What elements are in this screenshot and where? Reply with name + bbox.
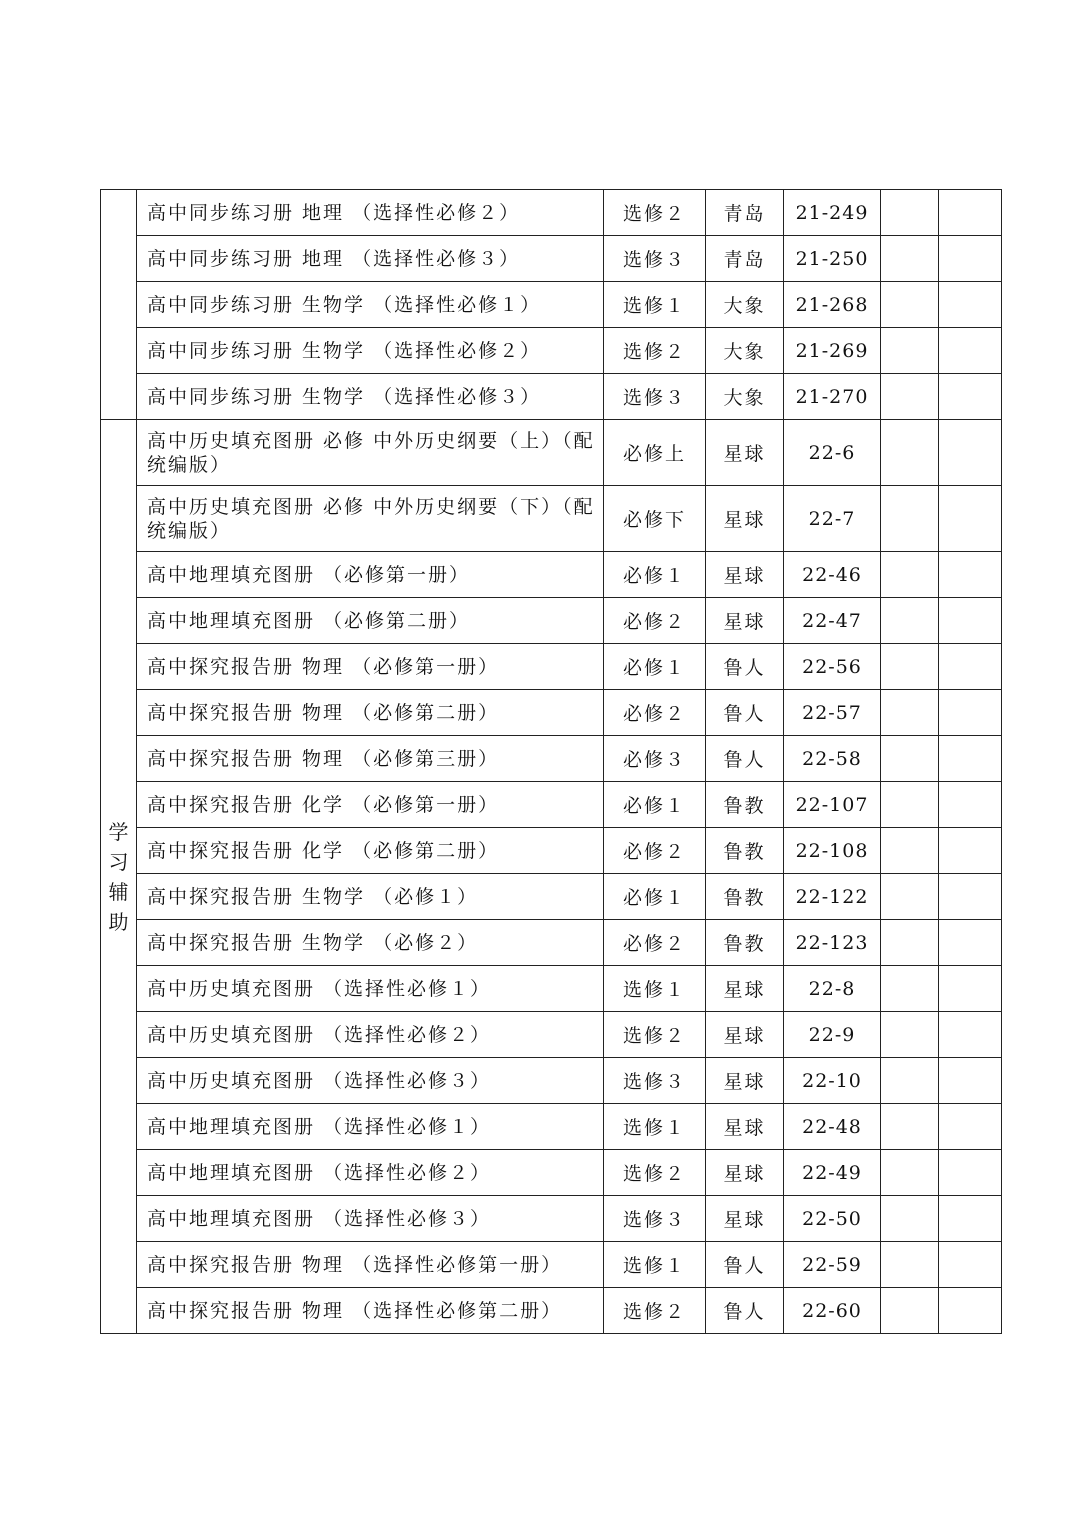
book-title-cell: 高中探究报告册 化学 （必修第二册） [137, 828, 604, 874]
table-row [101, 1242, 1002, 1288]
book-title-cell: 高中同步练习册 生物学 （选择性必修３） [137, 374, 604, 420]
table-row [101, 1058, 1002, 1104]
table-row [101, 828, 1002, 874]
publisher-cell: 星球 [706, 1150, 784, 1196]
blank-cell-1 [881, 1242, 939, 1288]
blank-cell-1 [881, 552, 939, 598]
grade-cell: 选修２ [604, 328, 706, 374]
blank-cell-1 [881, 236, 939, 282]
grade-cell: 选修１ [604, 1242, 706, 1288]
grade-cell: 选修１ [604, 1104, 706, 1150]
blank-cell-2 [939, 1288, 1002, 1334]
publisher-cell: 鲁教 [706, 920, 784, 966]
blank-cell-1 [881, 690, 939, 736]
table-row [101, 1288, 1002, 1334]
blank-cell-1 [881, 1012, 939, 1058]
book-title-cell: 高中探究报告册 化学 （必修第一册） [137, 782, 604, 828]
publisher-cell: 星球 [706, 1058, 784, 1104]
book-title-cell: 高中探究报告册 物理 （选择性必修第二册） [137, 1288, 604, 1334]
book-title-cell: 高中探究报告册 物理 （必修第二册） [137, 690, 604, 736]
blank-cell-2 [939, 874, 1002, 920]
grade-cell: 选修３ [604, 236, 706, 282]
book-title-cell: 高中历史填充图册 必修 中外历史纲要（上）（配统编版） [137, 420, 604, 486]
book-title-cell: 高中同步练习册 生物学 （选择性必修１） [137, 282, 604, 328]
code-cell: 22-7 [784, 486, 881, 552]
book-title-cell: 高中同步练习册 生物学 （选择性必修２） [137, 328, 604, 374]
publisher-cell: 星球 [706, 1012, 784, 1058]
blank-cell-1 [881, 374, 939, 420]
publisher-cell: 鲁人 [706, 1288, 784, 1334]
blank-cell-1 [881, 420, 939, 486]
grade-cell: 选修１ [604, 966, 706, 1012]
blank-cell-2 [939, 328, 1002, 374]
blank-cell-2 [939, 190, 1002, 236]
code-cell: 22-59 [784, 1242, 881, 1288]
table-row [101, 690, 1002, 736]
code-cell: 22-9 [784, 1012, 881, 1058]
code-cell: 21-250 [784, 236, 881, 282]
blank-cell-2 [939, 782, 1002, 828]
code-cell: 22-123 [784, 920, 881, 966]
book-title-cell: 高中探究报告册 物理 （选择性必修第一册） [137, 1242, 604, 1288]
grade-cell: 必修１ [604, 552, 706, 598]
blank-cell-1 [881, 486, 939, 552]
grade-cell: 选修３ [604, 1058, 706, 1104]
blank-cell-1 [881, 828, 939, 874]
code-cell: 22-60 [784, 1288, 881, 1334]
blank-cell-1 [881, 920, 939, 966]
code-cell: 22-57 [784, 690, 881, 736]
code-cell: 22-50 [784, 1196, 881, 1242]
table-row [101, 1012, 1002, 1058]
code-cell: 22-58 [784, 736, 881, 782]
table-row [101, 420, 1002, 486]
blank-cell-2 [939, 486, 1002, 552]
table-row [101, 736, 1002, 782]
code-cell: 21-270 [784, 374, 881, 420]
publisher-cell: 星球 [706, 1196, 784, 1242]
grade-cell: 选修２ [604, 1012, 706, 1058]
grade-cell: 选修３ [604, 374, 706, 420]
blank-cell-2 [939, 420, 1002, 486]
blank-cell-1 [881, 282, 939, 328]
table-row [101, 552, 1002, 598]
book-title-cell: 高中同步练习册 地理 （选择性必修２） [137, 190, 604, 236]
grade-cell: 选修３ [604, 1196, 706, 1242]
blank-cell-1 [881, 190, 939, 236]
table-row [101, 1196, 1002, 1242]
grade-cell: 必修２ [604, 920, 706, 966]
category-label: 学习辅助 [108, 819, 129, 934]
code-cell: 22-46 [784, 552, 881, 598]
table-row [101, 782, 1002, 828]
publisher-cell: 鲁人 [706, 644, 784, 690]
table-row [101, 374, 1002, 420]
blank-cell-1 [881, 874, 939, 920]
book-list-body [101, 190, 1002, 1334]
blank-cell-2 [939, 966, 1002, 1012]
blank-cell-2 [939, 598, 1002, 644]
blank-cell-1 [881, 598, 939, 644]
code-cell: 22-107 [784, 782, 881, 828]
blank-cell-1 [881, 1058, 939, 1104]
blank-cell-2 [939, 282, 1002, 328]
publisher-cell: 大象 [706, 374, 784, 420]
table-row [101, 282, 1002, 328]
grade-cell: 必修２ [604, 598, 706, 644]
publisher-cell: 星球 [706, 420, 784, 486]
grade-cell: 选修１ [604, 282, 706, 328]
book-title-cell: 高中地理填充图册 （选择性必修１） [137, 1104, 604, 1150]
code-cell: 22-48 [784, 1104, 881, 1150]
publisher-cell: 鲁教 [706, 782, 784, 828]
blank-cell-1 [881, 1104, 939, 1150]
grade-cell: 必修１ [604, 782, 706, 828]
publisher-cell: 鲁人 [706, 1242, 784, 1288]
grade-cell: 选修２ [604, 190, 706, 236]
table-row [101, 920, 1002, 966]
blank-cell-2 [939, 1012, 1002, 1058]
grade-cell: 必修２ [604, 828, 706, 874]
publisher-cell: 鲁人 [706, 736, 784, 782]
blank-cell-1 [881, 1288, 939, 1334]
blank-cell-2 [939, 552, 1002, 598]
category-cell [101, 420, 137, 1334]
code-cell: 22-10 [784, 1058, 881, 1104]
blank-cell-2 [939, 690, 1002, 736]
table-row [101, 874, 1002, 920]
table-row [101, 1150, 1002, 1196]
book-title-cell: 高中探究报告册 物理 （必修第三册） [137, 736, 604, 782]
grade-cell: 选修２ [604, 1150, 706, 1196]
publisher-cell: 鲁教 [706, 874, 784, 920]
blank-cell-2 [939, 1196, 1002, 1242]
grade-cell: 必修下 [604, 486, 706, 552]
blank-cell-1 [881, 966, 939, 1012]
code-cell: 21-249 [784, 190, 881, 236]
publisher-cell: 星球 [706, 486, 784, 552]
publisher-cell: 青岛 [706, 190, 784, 236]
code-cell: 22-6 [784, 420, 881, 486]
book-title-cell: 高中同步练习册 地理 （选择性必修３） [137, 236, 604, 282]
blank-cell-2 [939, 1242, 1002, 1288]
book-title-cell: 高中地理填充图册 （必修第二册） [137, 598, 604, 644]
code-cell: 22-108 [784, 828, 881, 874]
book-title-cell: 高中地理填充图册 （选择性必修３） [137, 1196, 604, 1242]
table-row [101, 598, 1002, 644]
code-cell: 21-268 [784, 282, 881, 328]
grade-cell: 必修１ [604, 874, 706, 920]
grade-cell: 必修３ [604, 736, 706, 782]
blank-cell-2 [939, 736, 1002, 782]
publisher-cell: 青岛 [706, 236, 784, 282]
blank-cell-2 [939, 1058, 1002, 1104]
publisher-cell: 星球 [706, 1104, 784, 1150]
blank-cell-2 [939, 644, 1002, 690]
code-cell: 22-122 [784, 874, 881, 920]
code-cell: 22-8 [784, 966, 881, 1012]
book-title-cell: 高中地理填充图册 （选择性必修２） [137, 1150, 604, 1196]
table-row [101, 644, 1002, 690]
book-title-cell: 高中探究报告册 物理 （必修第一册） [137, 644, 604, 690]
book-title-cell: 高中历史填充图册 （选择性必修１） [137, 966, 604, 1012]
blank-cell-1 [881, 1196, 939, 1242]
table-row [101, 236, 1002, 282]
publisher-cell: 星球 [706, 552, 784, 598]
publisher-cell: 星球 [706, 966, 784, 1012]
blank-cell-2 [939, 828, 1002, 874]
book-title-cell: 高中地理填充图册 （必修第一册） [137, 552, 604, 598]
table-row [101, 966, 1002, 1012]
book-title-cell: 高中探究报告册 生物学 （必修１） [137, 874, 604, 920]
book-title-cell: 高中探究报告册 生物学 （必修２） [137, 920, 604, 966]
book-list-table [100, 189, 1002, 1334]
publisher-cell: 大象 [706, 328, 784, 374]
book-title-cell: 高中历史填充图册 （选择性必修２） [137, 1012, 604, 1058]
publisher-cell: 鲁教 [706, 828, 784, 874]
grade-cell: 必修２ [604, 690, 706, 736]
category-cell [101, 190, 137, 420]
blank-cell-2 [939, 1104, 1002, 1150]
grade-cell: 选修２ [604, 1288, 706, 1334]
blank-cell-2 [939, 1150, 1002, 1196]
book-title-cell: 高中历史填充图册 （选择性必修３） [137, 1058, 604, 1104]
code-cell: 21-269 [784, 328, 881, 374]
publisher-cell: 鲁人 [706, 690, 784, 736]
code-cell: 22-49 [784, 1150, 881, 1196]
table-row [101, 486, 1002, 552]
blank-cell-2 [939, 236, 1002, 282]
blank-cell-2 [939, 920, 1002, 966]
publisher-cell: 星球 [706, 598, 784, 644]
blank-cell-1 [881, 782, 939, 828]
table-row [101, 328, 1002, 374]
blank-cell-1 [881, 328, 939, 374]
blank-cell-1 [881, 1150, 939, 1196]
blank-cell-2 [939, 374, 1002, 420]
grade-cell: 必修１ [604, 644, 706, 690]
grade-cell: 必修上 [604, 420, 706, 486]
table-row [101, 190, 1002, 236]
book-title-cell: 高中历史填充图册 必修 中外历史纲要（下）（配统编版） [137, 486, 604, 552]
table-row [101, 1104, 1002, 1150]
blank-cell-1 [881, 736, 939, 782]
code-cell: 22-56 [784, 644, 881, 690]
publisher-cell: 大象 [706, 282, 784, 328]
code-cell: 22-47 [784, 598, 881, 644]
blank-cell-1 [881, 644, 939, 690]
